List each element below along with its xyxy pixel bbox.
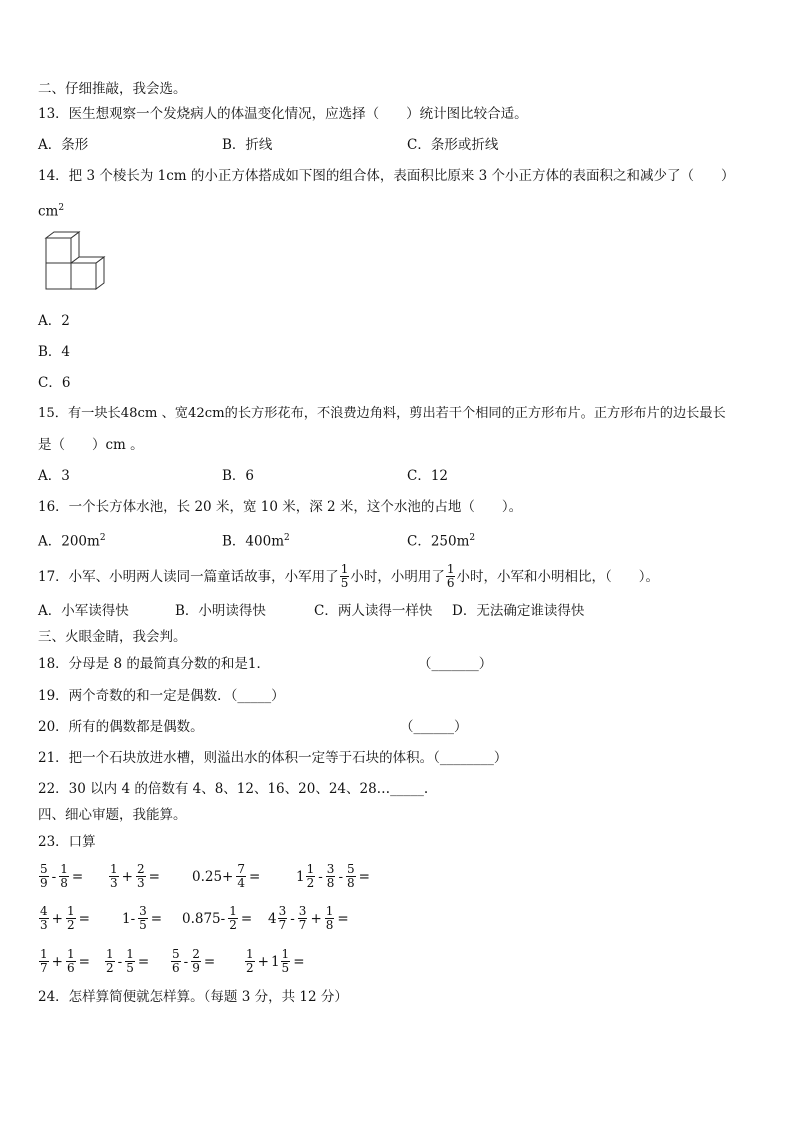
- q13-option-a: A．条形: [38, 137, 89, 153]
- fraction-numerator: 4: [40, 904, 48, 918]
- fraction-numerator: 3: [326, 862, 335, 876]
- fraction: [298, 905, 308, 932]
- fraction: [326, 863, 336, 890]
- fraction-denominator: 7: [298, 918, 307, 932]
- calc-operator: =: [358, 868, 370, 885]
- q16-text: 16．一个长方体水池，长 20 米，宽 10 米，深 2 米，这个水池的占地（ ）。: [38, 499, 523, 515]
- q17-text: [38, 563, 659, 590]
- fraction: [66, 948, 76, 975]
- q16-c-sup: 2: [469, 533, 476, 543]
- calc-operator: +: [51, 953, 63, 970]
- fraction-denominator: 4: [237, 876, 246, 890]
- calc-expression: [38, 905, 92, 932]
- fraction-denominator: 5: [126, 961, 134, 975]
- calc-operator: -: [290, 910, 295, 927]
- q16-option-c: [407, 529, 475, 551]
- fraction-denominator: 6: [172, 961, 180, 975]
- calc-operator: 0.875-: [182, 910, 226, 927]
- calc-expression: [38, 948, 92, 975]
- fraction-denominator: 8: [60, 876, 68, 890]
- q17-f1-den: 5: [340, 576, 349, 590]
- calc-expression: [244, 948, 307, 975]
- fraction: [59, 863, 69, 890]
- calc-operator: -: [51, 868, 57, 885]
- q17-frac-2: [446, 563, 456, 590]
- q17-frac-1: [340, 563, 350, 590]
- calc-operator: 1-: [122, 910, 136, 927]
- fraction-denominator: 2: [106, 961, 114, 975]
- q15-option-a: A．3: [38, 468, 70, 484]
- q17-option-c: C．两人读得一样快: [314, 603, 433, 619]
- calc-operator: 0.25+: [192, 868, 234, 885]
- q17-f2-num: 1: [446, 562, 455, 576]
- fraction-denominator: 6: [66, 961, 75, 975]
- q16-b-text: B．400m: [222, 533, 284, 550]
- q17-post: 小时，小军和小明相比，（ ）。: [456, 568, 659, 585]
- fraction-numerator: 1: [246, 947, 254, 961]
- fraction-denominator: 9: [40, 876, 48, 890]
- section-2-title: 二、仔细推敲，我会选。: [38, 81, 187, 97]
- fraction-denominator: 8: [347, 876, 355, 890]
- q22-text: 22．30 以内 4 的倍数有 4、8、12、16、20、24、28…_____.: [38, 781, 429, 797]
- fraction-denominator: 3: [136, 876, 145, 890]
- q13-text: 13．医生想观察一个发烧病人的体温变化情况，应选择（ ）统计图比较合适。: [38, 106, 528, 122]
- calc-operator: =: [203, 953, 216, 970]
- fraction: [39, 948, 49, 975]
- fraction-denominator: 2: [229, 918, 237, 932]
- q21-text: 21．把一个石块放进水槽，则溢出水的体积一定等于石块的体积。（________）: [38, 750, 508, 766]
- fraction-numerator: 1: [66, 947, 75, 961]
- mixed-whole: 4: [268, 910, 277, 927]
- q14-unit-text: cm: [38, 203, 59, 220]
- fraction-numerator: 1: [126, 947, 134, 961]
- mixed-whole: 1: [296, 868, 305, 885]
- fraction: [39, 863, 49, 890]
- q13-option-c: C．条形或折线: [407, 137, 499, 153]
- fraction-denominator: 2: [246, 961, 254, 975]
- section-3-title: 三、火眼金睛，我会判。: [38, 629, 187, 645]
- fraction-numerator: 1: [229, 904, 237, 918]
- calc-expression: [296, 863, 372, 890]
- calc-expression: [190, 863, 262, 890]
- fraction-numerator: 1: [66, 904, 75, 918]
- q14-option-b: B．4: [38, 344, 71, 360]
- mixed-number: [271, 948, 291, 975]
- q17-mid: 小时，小明用了: [350, 568, 445, 585]
- mixed-number: [296, 863, 316, 890]
- calc-expression: [170, 948, 217, 975]
- fraction: [138, 905, 148, 932]
- fraction: [281, 948, 291, 975]
- cube-figure: [44, 231, 106, 293]
- fraction: [325, 905, 335, 932]
- fraction-denominator: 7: [278, 918, 287, 932]
- fraction: [306, 863, 316, 890]
- calc-expression: [104, 948, 151, 975]
- q17-option-b: B．小明读得快: [175, 603, 266, 619]
- fraction: [105, 948, 115, 975]
- section-4-title: 四、细心审题，我能算。: [38, 807, 187, 823]
- calc-operator: =: [137, 953, 150, 970]
- fraction-denominator: 8: [326, 876, 335, 890]
- calc-operator: =: [78, 910, 90, 927]
- q20-text: 20．所有的偶数都是偶数。: [38, 719, 204, 735]
- calc-expression: [120, 905, 164, 932]
- q13-option-b: B．折线: [222, 137, 273, 153]
- calc-expression: [268, 905, 351, 932]
- fraction-denominator: 2: [306, 876, 315, 890]
- q16-option-a: [38, 529, 106, 551]
- fraction-denominator: 2: [66, 918, 75, 932]
- calc-expression: [180, 905, 254, 932]
- fraction-numerator: 5: [347, 862, 355, 876]
- mixed-whole: 1: [270, 953, 280, 970]
- fraction-numerator: 1: [106, 947, 114, 961]
- q17-f1-num: 1: [340, 562, 349, 576]
- fraction-numerator: 1: [306, 862, 315, 876]
- calc-expression: [38, 863, 85, 890]
- calc-expression: [108, 863, 162, 890]
- calc-operator: -: [183, 953, 189, 970]
- calc-operator: =: [71, 868, 84, 885]
- fraction-numerator: 2: [192, 947, 200, 961]
- fraction: [136, 863, 146, 890]
- q16-option-b: [222, 529, 290, 551]
- calc-operator: +: [310, 910, 322, 927]
- fraction-numerator: 3: [298, 904, 307, 918]
- fraction: [125, 948, 135, 975]
- calc-operator: +: [51, 910, 63, 927]
- q18-answer-paren[interactable]: （_______）: [418, 656, 493, 672]
- fraction: [191, 948, 201, 975]
- q17-option-d: D．无法确定谁读得快: [452, 603, 585, 619]
- q24-text: 24．怎样算简便就怎样算。（每题 3 分，共 12 分）: [38, 989, 348, 1005]
- fraction: [346, 863, 356, 890]
- fraction-numerator: 2: [136, 862, 145, 876]
- fraction: [66, 905, 76, 932]
- calc-operator: =: [249, 868, 261, 885]
- calc-operator: +: [121, 868, 133, 885]
- fraction-numerator: 7: [237, 862, 246, 876]
- q15-text: 15．有一块长48cm 、宽42cm的长方形花布，不浪费边角料，剪出若干个相同的正方形布片。正方形布片的边长最长: [38, 406, 726, 421]
- fraction-numerator: 3: [139, 904, 147, 918]
- calc-operator: =: [293, 953, 305, 970]
- fraction-numerator: 1: [325, 904, 334, 918]
- fraction-numerator: 1: [40, 947, 48, 961]
- calc-operator: -: [338, 868, 343, 885]
- calc-operator: -: [117, 953, 123, 970]
- fraction: [236, 863, 246, 890]
- q15-text-2: 是（ ）cm 。: [38, 437, 144, 453]
- fraction-numerator: 5: [40, 862, 48, 876]
- calc-operator: =: [150, 910, 163, 927]
- fraction-denominator: 9: [192, 961, 200, 975]
- q15-option-b: B．6: [222, 468, 255, 484]
- q17-option-a: A．小军读得快: [38, 603, 129, 619]
- mixed-number: [268, 905, 288, 932]
- calc-operator: +: [257, 953, 269, 970]
- fraction-numerator: 3: [278, 904, 287, 918]
- q15-option-c: C．12: [407, 468, 449, 484]
- q17-f2-den: 6: [446, 576, 455, 590]
- fraction-numerator: 5: [172, 947, 180, 961]
- fraction: [245, 948, 255, 975]
- q14-option-a: A．2: [38, 313, 70, 329]
- fraction-denominator: 7: [40, 961, 48, 975]
- fraction: [109, 863, 119, 890]
- q17-pre: 17．小军、小明两人读同一篇童话故事，小军用了: [38, 568, 339, 585]
- fraction-denominator: 3: [40, 918, 48, 932]
- calc-operator: =: [240, 910, 253, 927]
- q16-a-sup: 2: [99, 533, 106, 543]
- q16-a-text: A．200m: [38, 533, 100, 550]
- q18-text: 18．分母是 8 的最简真分数的和是1．: [38, 656, 270, 672]
- fraction-denominator: 3: [110, 876, 118, 890]
- q14-option-c: C．6: [38, 375, 71, 391]
- fraction: [228, 905, 238, 932]
- q19-text: 19．两个奇数的和一定是偶数．（_____）: [38, 688, 285, 704]
- calc-operator: =: [148, 868, 160, 885]
- fraction: [171, 948, 181, 975]
- fraction-numerator: 1: [60, 862, 68, 876]
- q16-b-sup: 2: [284, 533, 290, 543]
- q23-title: 23．口算: [38, 834, 96, 850]
- calc-operator: =: [78, 953, 90, 970]
- fraction: [39, 905, 49, 932]
- fraction-denominator: 8: [325, 918, 334, 932]
- q14-unit-sup: 2: [58, 203, 65, 213]
- q14-unit: [38, 199, 64, 221]
- fraction-numerator: 1: [110, 862, 118, 876]
- calc-operator: =: [337, 910, 349, 927]
- q20-answer-paren[interactable]: （______）: [400, 719, 468, 735]
- q16-c-text: C．250m: [407, 533, 470, 550]
- fraction-denominator: 5: [139, 918, 147, 932]
- q14-text: 14．把 3 个棱长为 1cm 的小正方体搭成如下图的组合体，表面积比原来 3 个小正方体的表面积之和减少了（ ）: [38, 168, 735, 184]
- fraction-denominator: 5: [281, 961, 290, 975]
- calc-operator: -: [318, 868, 323, 885]
- fraction-numerator: 1: [281, 947, 290, 961]
- fraction: [278, 905, 288, 932]
